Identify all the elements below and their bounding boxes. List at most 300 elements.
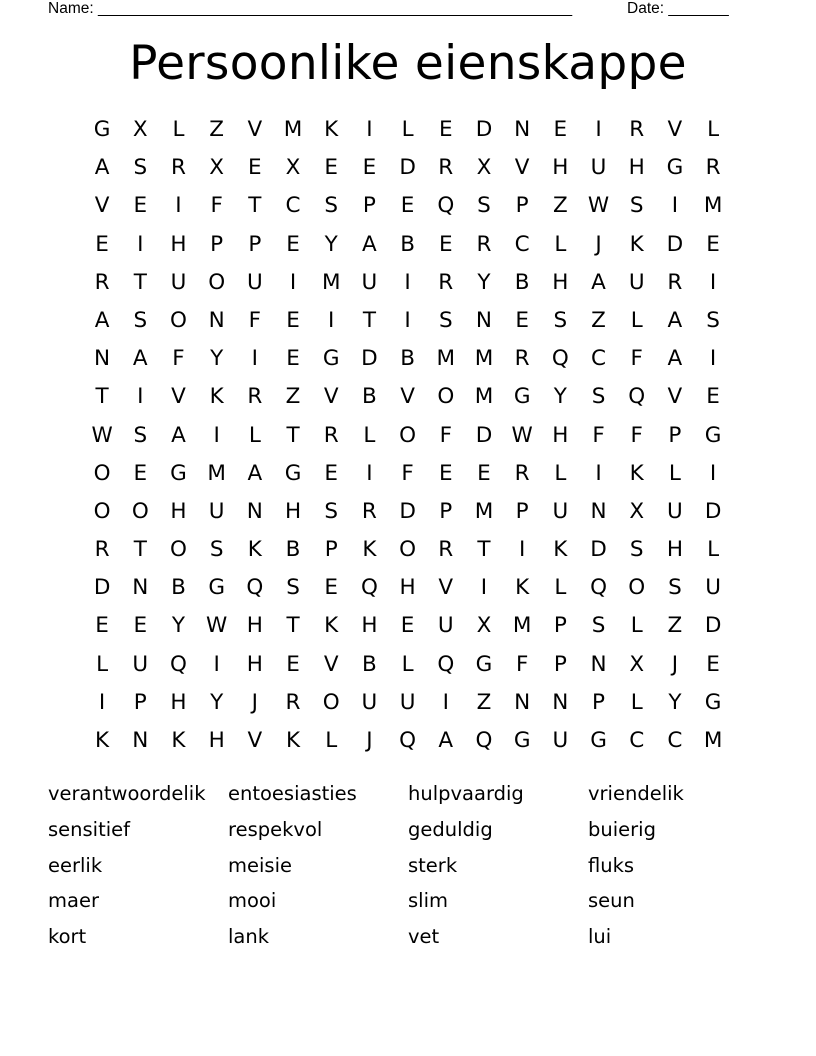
grid-cell[interactable]: N <box>94 346 111 372</box>
grid-cell[interactable]: Y <box>553 384 567 410</box>
grid-cell[interactable]: H <box>552 269 569 295</box>
grid-cell[interactable]: Q <box>590 575 607 601</box>
grid-cell[interactable]: X <box>629 498 645 524</box>
grid-cell[interactable]: Y <box>668 689 682 715</box>
grid-cell[interactable]: M <box>207 460 226 486</box>
grid-cell[interactable]: G <box>170 460 187 486</box>
grid-cell[interactable]: K <box>515 575 530 601</box>
grid-cell[interactable]: I <box>251 346 259 372</box>
grid-cell[interactable]: L <box>554 575 567 601</box>
grid-cell[interactable]: E <box>438 460 453 486</box>
grid-cell[interactable]: R <box>476 231 492 257</box>
grid-cell[interactable]: R <box>667 269 683 295</box>
grid-cell[interactable]: E <box>553 117 568 142</box>
grid-cell[interactable]: K <box>324 613 339 639</box>
grid-cell[interactable]: L <box>630 689 643 715</box>
grid-cell[interactable]: T <box>133 269 147 295</box>
grid-cell[interactable]: B <box>400 346 415 372</box>
grid-cell[interactable]: N <box>590 651 607 677</box>
grid-cell[interactable]: G <box>590 728 607 753</box>
grid-cell[interactable]: V <box>514 155 530 181</box>
grid-cell[interactable]: P <box>668 422 682 448</box>
grid-cell[interactable]: U <box>246 269 263 295</box>
grid-cell[interactable]: G <box>666 155 684 181</box>
grid-cell[interactable]: A <box>667 346 683 372</box>
grid-cell[interactable]: E <box>133 193 148 219</box>
grid-cell[interactable]: U <box>170 269 187 295</box>
grid-cell[interactable]: R <box>438 155 454 181</box>
grid-cell[interactable]: U <box>705 575 721 601</box>
grid-cell[interactable]: K <box>629 231 644 257</box>
grid-cell[interactable]: S <box>591 384 606 410</box>
grid-cell[interactable]: H <box>170 498 187 524</box>
grid-cell[interactable]: H <box>246 651 263 677</box>
grid-cell[interactable]: U <box>437 613 454 639</box>
grid-cell[interactable]: P <box>515 498 529 524</box>
grid-cell[interactable]: H <box>284 498 302 524</box>
grid-cell[interactable]: E <box>133 460 148 486</box>
grid-cell[interactable]: S <box>209 537 224 563</box>
grid-cell[interactable]: J <box>366 728 373 753</box>
grid-cell[interactable]: I <box>289 269 297 295</box>
grid-cell[interactable]: M <box>474 346 494 372</box>
grid-cell[interactable]: Y <box>210 689 224 715</box>
grid-cell[interactable]: E <box>324 155 339 181</box>
grid-cell[interactable]: L <box>707 117 720 142</box>
grid-cell[interactable]: U <box>552 728 569 753</box>
grid-cell[interactable]: L <box>401 651 414 677</box>
grid-cell[interactable]: U <box>399 689 416 715</box>
grid-cell[interactable]: X <box>629 651 645 677</box>
grid-cell[interactable]: C <box>514 231 530 257</box>
grid-cell[interactable]: A <box>438 728 454 753</box>
grid-cell[interactable]: I <box>404 307 411 333</box>
grid-cell[interactable]: O <box>93 460 111 486</box>
grid-cell[interactable]: S <box>477 193 491 219</box>
grid-cell[interactable]: O <box>170 537 187 563</box>
grid-cell[interactable]: T <box>95 384 109 410</box>
grid-cell[interactable]: O <box>208 269 226 295</box>
grid-cell[interactable]: A <box>171 422 186 448</box>
grid-cell[interactable]: D <box>475 422 493 448</box>
grid-cell[interactable]: G <box>475 651 493 677</box>
grid-cell[interactable]: X <box>285 155 301 181</box>
grid-cell[interactable]: R <box>438 537 454 563</box>
grid-cell[interactable]: Q <box>360 575 378 601</box>
grid-cell[interactable]: R <box>94 537 110 563</box>
grid-cell[interactable]: E <box>286 346 300 372</box>
grid-cell[interactable]: U <box>208 498 225 524</box>
grid-cell[interactable]: S <box>324 193 339 219</box>
grid-cell[interactable]: S <box>553 307 568 333</box>
grid-cell[interactable]: A <box>667 307 683 333</box>
grid-cell[interactable]: F <box>401 460 414 486</box>
grid-cell[interactable]: Y <box>324 231 338 257</box>
grid-cell[interactable]: A <box>247 460 263 486</box>
grid-cell[interactable]: U <box>628 269 645 295</box>
grid-cell[interactable]: L <box>707 537 720 563</box>
grid-cell[interactable]: H <box>170 689 187 715</box>
grid-cell[interactable]: V <box>247 728 263 753</box>
grid-cell[interactable]: I <box>442 689 449 715</box>
grid-cell[interactable]: S <box>438 307 453 333</box>
grid-cell[interactable]: E <box>133 613 148 639</box>
grid-cell[interactable]: P <box>553 613 567 639</box>
grid-cell[interactable]: N <box>514 117 531 142</box>
grid-cell[interactable]: P <box>362 193 376 219</box>
grid-cell[interactable]: J <box>595 231 602 257</box>
grid-cell[interactable]: E <box>248 155 262 181</box>
grid-cell[interactable]: U <box>590 155 607 181</box>
grid-cell[interactable]: A <box>362 231 377 257</box>
grid-cell[interactable]: Z <box>591 307 606 333</box>
grid-cell[interactable]: P <box>592 689 606 715</box>
grid-cell[interactable]: L <box>554 231 567 257</box>
grid-cell[interactable]: E <box>95 613 109 639</box>
word-bank-item: meisie <box>228 853 292 877</box>
grid-cell[interactable]: E <box>438 231 453 257</box>
grid-cell[interactable]: D <box>399 498 416 524</box>
grid-cell[interactable]: L <box>630 613 643 639</box>
grid-cell[interactable]: P <box>248 231 262 257</box>
grid-cell[interactable]: H <box>170 231 187 257</box>
grid-cell[interactable]: S <box>133 422 148 448</box>
grid-cell[interactable]: H <box>208 728 225 753</box>
grid-cell[interactable]: K <box>324 117 339 142</box>
grid-cell[interactable]: N <box>514 689 531 715</box>
grid-cell[interactable]: Q <box>551 346 569 372</box>
grid-cell[interactable]: I <box>709 346 717 372</box>
grid-cell[interactable]: O <box>399 422 417 448</box>
grid-cell[interactable]: D <box>399 155 416 181</box>
grid-cell[interactable]: Y <box>210 346 224 372</box>
grid-cell[interactable]: D <box>590 537 607 563</box>
grid-cell[interactable]: E <box>706 651 720 677</box>
grid-cell[interactable]: G <box>208 575 225 601</box>
grid-cell[interactable]: O <box>131 498 149 524</box>
grid-cell[interactable]: G <box>322 346 340 372</box>
grid-cell[interactable]: P <box>133 689 147 715</box>
grid-cell[interactable]: X <box>476 613 492 639</box>
word-bank-item: mooi <box>228 889 277 913</box>
grid-cell[interactable]: O <box>437 384 455 410</box>
grid-cell[interactable]: X <box>132 117 148 142</box>
grid-cell[interactable]: P <box>439 498 453 524</box>
grid-cell[interactable]: T <box>286 422 300 448</box>
grid-cell[interactable]: P <box>324 537 338 563</box>
grid-cell[interactable]: M <box>283 117 303 142</box>
grid-cell[interactable]: V <box>94 193 110 219</box>
grid-cell[interactable]: W <box>511 422 533 448</box>
grid-cell[interactable]: I <box>404 269 411 295</box>
grid-cell[interactable]: M <box>703 728 723 753</box>
grid-cell[interactable]: Q <box>399 728 417 753</box>
grid-cell[interactable]: M <box>474 498 494 524</box>
grid-cell[interactable]: E <box>706 384 720 410</box>
grid-cell[interactable]: B <box>285 537 301 563</box>
grid-cell[interactable]: B <box>514 269 530 295</box>
grid-cell[interactable]: U <box>552 498 569 524</box>
grid-row <box>83 187 733 225</box>
grid-cell[interactable]: H <box>552 422 569 448</box>
grid-cell[interactable]: H <box>246 613 263 639</box>
grid-cell[interactable]: B <box>362 651 377 677</box>
grid-cell[interactable]: Z <box>476 689 492 715</box>
word-bank-item: fluks <box>588 853 635 877</box>
grid-cell[interactable]: S <box>133 155 148 181</box>
grid-cell[interactable]: M <box>703 193 723 219</box>
grid-cell[interactable]: X <box>476 155 492 181</box>
grid-cell[interactable]: L <box>630 307 643 333</box>
grid-cell[interactable]: J <box>671 651 679 677</box>
grid-cell[interactable]: M <box>436 346 456 372</box>
grid-cell[interactable]: T <box>362 307 376 333</box>
grid-cell[interactable]: F <box>630 422 643 448</box>
grid-cell[interactable]: M <box>321 269 341 295</box>
grid-cell[interactable]: Z <box>209 117 225 142</box>
grid-cell[interactable]: Y <box>477 269 491 295</box>
grid-cell[interactable]: C <box>591 346 607 372</box>
grid-cell[interactable]: D <box>475 117 493 142</box>
grid-cell[interactable]: T <box>477 537 491 563</box>
grid-cell[interactable]: O <box>170 307 187 333</box>
grid-cell[interactable]: L <box>172 117 185 142</box>
grid-cell[interactable]: I <box>366 460 373 486</box>
grid-cell[interactable]: E <box>477 460 491 486</box>
grid-cell[interactable]: I <box>366 117 373 142</box>
grid-cell[interactable]: I <box>595 117 602 142</box>
grid-cell[interactable]: W <box>587 193 610 219</box>
grid-cell[interactable]: K <box>629 460 644 486</box>
grid-cell[interactable]: Q <box>475 728 493 753</box>
grid-cell[interactable]: W <box>206 613 228 639</box>
grid-cell[interactable]: C <box>667 728 683 753</box>
grid-cell[interactable]: F <box>172 346 185 372</box>
grid-cell[interactable]: R <box>94 269 110 295</box>
grid-cell[interactable]: Q <box>246 575 264 601</box>
grid-cell[interactable]: L <box>248 422 261 448</box>
grid-cell[interactable]: R <box>323 422 339 448</box>
grid-cell[interactable]: G <box>513 384 531 410</box>
grid-cell[interactable]: C <box>285 193 301 219</box>
grid-cell[interactable]: D <box>704 613 722 639</box>
word-bank <box>48 776 768 955</box>
grid-cell[interactable]: F <box>592 422 605 448</box>
grid-cell[interactable]: R <box>285 689 301 715</box>
grid-row <box>83 340 733 378</box>
grid-cell[interactable]: A <box>94 307 110 333</box>
grid-cell[interactable]: S <box>324 498 339 524</box>
grid-cell[interactable]: R <box>361 498 377 524</box>
grid-cell[interactable]: U <box>667 498 683 524</box>
grid-cell[interactable]: V <box>323 384 339 410</box>
grid-cell[interactable]: U <box>361 269 378 295</box>
grid-cell[interactable]: R <box>247 384 263 410</box>
grid-cell[interactable]: G <box>93 117 111 142</box>
grid-cell[interactable]: O <box>322 689 340 715</box>
grid-cell[interactable]: I <box>175 193 182 219</box>
grid-cell[interactable]: I <box>518 537 526 563</box>
grid-cell[interactable]: N <box>132 575 149 601</box>
grid-cell[interactable]: F <box>515 651 529 677</box>
grid-cell[interactable]: H <box>552 155 569 181</box>
grid-cell[interactable]: Q <box>437 651 455 677</box>
grid-cell[interactable]: V <box>667 384 683 410</box>
grid-cell[interactable]: S <box>133 307 148 333</box>
grid-cell[interactable]: I <box>137 231 144 257</box>
grid-cell[interactable]: E <box>324 460 339 486</box>
grid-cell[interactable]: V <box>323 651 339 677</box>
grid-cell[interactable]: Z <box>285 384 301 410</box>
grid-cell[interactable]: S <box>668 575 682 601</box>
grid-cell[interactable]: X <box>209 155 225 181</box>
grid-cell[interactable]: I <box>709 269 717 295</box>
grid-cell[interactable]: A <box>591 269 606 295</box>
word-bank-item: entoesiasties <box>228 782 357 805</box>
grid-cell[interactable]: Q <box>437 193 455 219</box>
grid-cell[interactable]: O <box>93 498 111 524</box>
grid-cell[interactable]: L <box>401 117 414 142</box>
grid-cell[interactable]: S <box>591 613 606 639</box>
grid-cell[interactable]: K <box>247 537 262 563</box>
grid-cell[interactable]: N <box>132 728 149 753</box>
grid-cell[interactable]: L <box>96 651 109 677</box>
grid-cell[interactable]: Y <box>171 613 186 639</box>
grid-cell[interactable]: L <box>363 422 376 448</box>
grid-cell[interactable]: F <box>439 422 452 448</box>
grid-cell[interactable]: W <box>91 422 113 448</box>
grid-cell[interactable]: I <box>595 460 602 486</box>
grid-cell[interactable]: D <box>361 346 378 372</box>
grid-cell[interactable]: V <box>438 575 454 601</box>
grid-cell[interactable]: G <box>513 728 531 753</box>
grid-cell[interactable]: A <box>132 346 148 372</box>
grid-cell[interactable]: V <box>247 117 263 142</box>
grid-cell[interactable]: G <box>704 689 722 715</box>
grid-cell[interactable]: R <box>170 155 186 181</box>
grid-cell[interactable]: I <box>137 384 144 410</box>
grid-cell[interactable]: E <box>400 193 415 219</box>
grid-cell[interactable]: E <box>438 117 453 142</box>
grid-cell[interactable]: D <box>704 498 722 524</box>
grid-cell[interactable]: Q <box>170 651 187 677</box>
grid-cell[interactable]: O <box>628 575 646 601</box>
grid-cell[interactable]: L <box>325 728 338 753</box>
grid-cell[interactable]: H <box>399 575 416 601</box>
grid-cell[interactable]: N <box>208 307 225 333</box>
grid-cell[interactable]: V <box>400 384 415 410</box>
grid-cell[interactable]: I <box>480 575 488 601</box>
grid-cell[interactable]: O <box>399 537 417 563</box>
grid-cell[interactable]: N <box>246 498 263 524</box>
grid-cell[interactable]: K <box>95 728 110 753</box>
grid-cell[interactable]: F <box>248 307 262 333</box>
grid-cell[interactable]: V <box>667 117 683 142</box>
grid-cell[interactable]: R <box>705 155 721 181</box>
grid-cell[interactable]: E <box>362 155 377 181</box>
grid-cell[interactable]: S <box>629 193 644 219</box>
grid-cell[interactable]: U <box>132 651 149 677</box>
grid-cell[interactable]: H <box>666 537 683 563</box>
grid-cell[interactable]: J <box>251 689 259 715</box>
grid-cell[interactable]: U <box>361 689 378 715</box>
name-field[interactable]: Name: _______________________________________________________ <box>48 0 573 17</box>
grid-cell[interactable]: Z <box>667 613 683 639</box>
date-field[interactable]: Date: _______ <box>627 0 729 17</box>
grid-cell[interactable]: I <box>671 193 679 219</box>
grid-cell[interactable]: H <box>361 613 378 639</box>
word-bank-item: seun <box>588 889 635 913</box>
grid-cell[interactable]: D <box>93 575 111 601</box>
grid-cell[interactable]: P <box>553 651 567 677</box>
grid-cell[interactable]: E <box>400 613 415 639</box>
grid-cell[interactable]: E <box>286 651 300 677</box>
grid-cell[interactable]: K <box>209 384 224 410</box>
grid-cell[interactable]: G <box>704 422 722 448</box>
grid-cell[interactable]: M <box>474 384 494 410</box>
grid-cell[interactable]: H <box>628 155 645 181</box>
grid-cell[interactable]: F <box>210 193 223 219</box>
grid-cell[interactable]: B <box>400 231 415 257</box>
grid-cell[interactable]: C <box>629 728 645 753</box>
grid-cell[interactable]: K <box>362 537 377 563</box>
grid-cell[interactable]: E <box>324 575 339 601</box>
grid-cell[interactable]: K <box>285 728 301 753</box>
grid-cell[interactable]: V <box>171 384 186 410</box>
grid-cell[interactable]: R <box>514 460 530 486</box>
grid-cell[interactable]: G <box>284 460 302 486</box>
grid-cell[interactable]: N <box>590 498 607 524</box>
grid-cell[interactable]: S <box>286 575 300 601</box>
grid-cell[interactable]: E <box>95 231 109 257</box>
grid-cell[interactable]: T <box>133 537 147 563</box>
grid-cell[interactable]: P <box>515 193 529 219</box>
grid-cell[interactable]: T <box>248 193 262 219</box>
grid-cell[interactable]: S <box>629 537 644 563</box>
grid-cell[interactable]: Z <box>552 193 568 219</box>
grid-cell[interactable]: K <box>553 537 568 563</box>
grid-cell[interactable]: P <box>210 231 224 257</box>
grid-cell[interactable]: E <box>515 307 529 333</box>
word-bank-item: lank <box>228 925 270 949</box>
grid-cell[interactable]: I <box>98 689 106 715</box>
grid-cell[interactable]: L <box>554 460 567 486</box>
grid-cell[interactable]: R <box>629 117 645 142</box>
grid-cell[interactable]: E <box>286 307 300 333</box>
grid-cell[interactable]: M <box>512 613 532 639</box>
grid-cell[interactable]: F <box>630 346 643 372</box>
grid-cell[interactable]: K <box>171 728 186 753</box>
grid-cell[interactable]: B <box>362 384 377 410</box>
grid-cell[interactable]: A <box>94 155 110 181</box>
grid-cell[interactable]: I <box>328 307 335 333</box>
grid-cell[interactable]: Q <box>628 384 646 410</box>
grid-cell[interactable]: B <box>171 575 186 601</box>
grid-cell[interactable]: T <box>286 613 300 639</box>
grid-cell[interactable]: E <box>706 231 720 257</box>
grid-cell[interactable]: S <box>706 307 720 333</box>
grid-cell[interactable]: D <box>666 231 684 257</box>
grid-cell[interactable]: L <box>668 460 681 486</box>
grid-cell[interactable]: N <box>475 307 493 333</box>
grid-cell[interactable]: I <box>709 460 717 486</box>
grid-cell[interactable]: R <box>438 269 454 295</box>
grid-cell[interactable]: R <box>514 346 530 372</box>
grid-cell[interactable]: I <box>213 651 220 677</box>
grid-cell[interactable]: I <box>213 422 220 448</box>
grid-cell[interactable]: N <box>552 689 569 715</box>
grid-cell[interactable]: E <box>286 231 300 257</box>
